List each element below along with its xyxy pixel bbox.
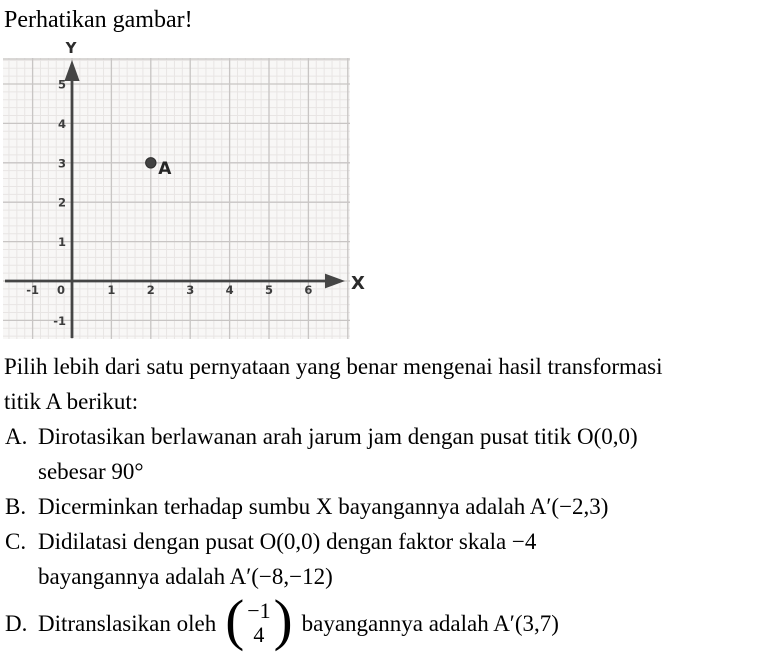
translation-vector (225, 588, 293, 652)
svg-text:A: A (158, 158, 172, 179)
option-c (5, 524, 766, 594)
svg-text:X: X (351, 273, 365, 294)
vector-top-entry: −1 (247, 598, 271, 623)
question-prompt (4, 349, 766, 419)
svg-text:5: 5 (264, 283, 274, 297)
option-d (5, 588, 766, 652)
option-b (5, 489, 766, 524)
prompt-line: titik A berikut: (4, 389, 139, 414)
svg-text:2: 2 (146, 283, 155, 297)
svg-text:4: 4 (225, 283, 234, 297)
svg-text:Y: Y (65, 39, 77, 57)
vector-close-paren: ) (273, 588, 293, 652)
option-a-letter: A. (5, 424, 28, 449)
svg-text:1: 1 (107, 283, 116, 297)
vector-bottom-entry: 4 (253, 622, 265, 647)
option-a-text (38, 419, 766, 489)
coordinate-plane-figure (3, 36, 375, 341)
options-list (5, 419, 766, 652)
option-a (5, 419, 766, 489)
vector-open-paren: ( (225, 588, 245, 652)
svg-text:-1: -1 (53, 313, 66, 328)
option-b-text (38, 489, 766, 524)
option-c-text (38, 524, 766, 594)
prompt-line: Pilih lebih dari satu pernyataan yang benar mengenai hasil transformasi (4, 354, 663, 379)
option-d-letter: D. (5, 610, 28, 636)
svg-text:5: 5 (57, 77, 66, 92)
option-b-line: Dicerminkan terhadap sumbu X bayangannya adalah A′(−2,3) (38, 494, 609, 519)
svg-text:3: 3 (57, 156, 66, 171)
worksheet-page (0, 6, 766, 669)
svg-text:3: 3 (186, 283, 195, 297)
vector-entries (244, 599, 273, 647)
option-c-letter: C. (5, 529, 27, 554)
option-d-post-text: bayangannya adalah A′(3,7) (301, 610, 559, 636)
option-d-pre-text: Ditranslasikan oleh (38, 610, 217, 636)
option-c-line: Didilatasi dengan pusat O(0,0) dengan faktor skala −4 (38, 529, 537, 554)
svg-text:2: 2 (57, 195, 66, 210)
page-title: Perhatikan gambar! (4, 7, 193, 33)
svg-text:-1: -1 (26, 283, 39, 297)
svg-text:0: 0 (56, 283, 66, 297)
option-c-line: bayangannya adalah A′(−8,−12) (38, 564, 333, 589)
option-d-text (38, 588, 766, 652)
svg-text:6: 6 (304, 283, 313, 297)
svg-text:1: 1 (57, 235, 66, 250)
option-b-letter: B. (5, 494, 27, 519)
option-a-line: Dirotasikan berlawanan arah jarum jam dengan pusat titik O(0,0) (38, 424, 638, 449)
option-a-line: sebesar 90° (38, 459, 144, 484)
svg-text:4: 4 (57, 116, 66, 131)
